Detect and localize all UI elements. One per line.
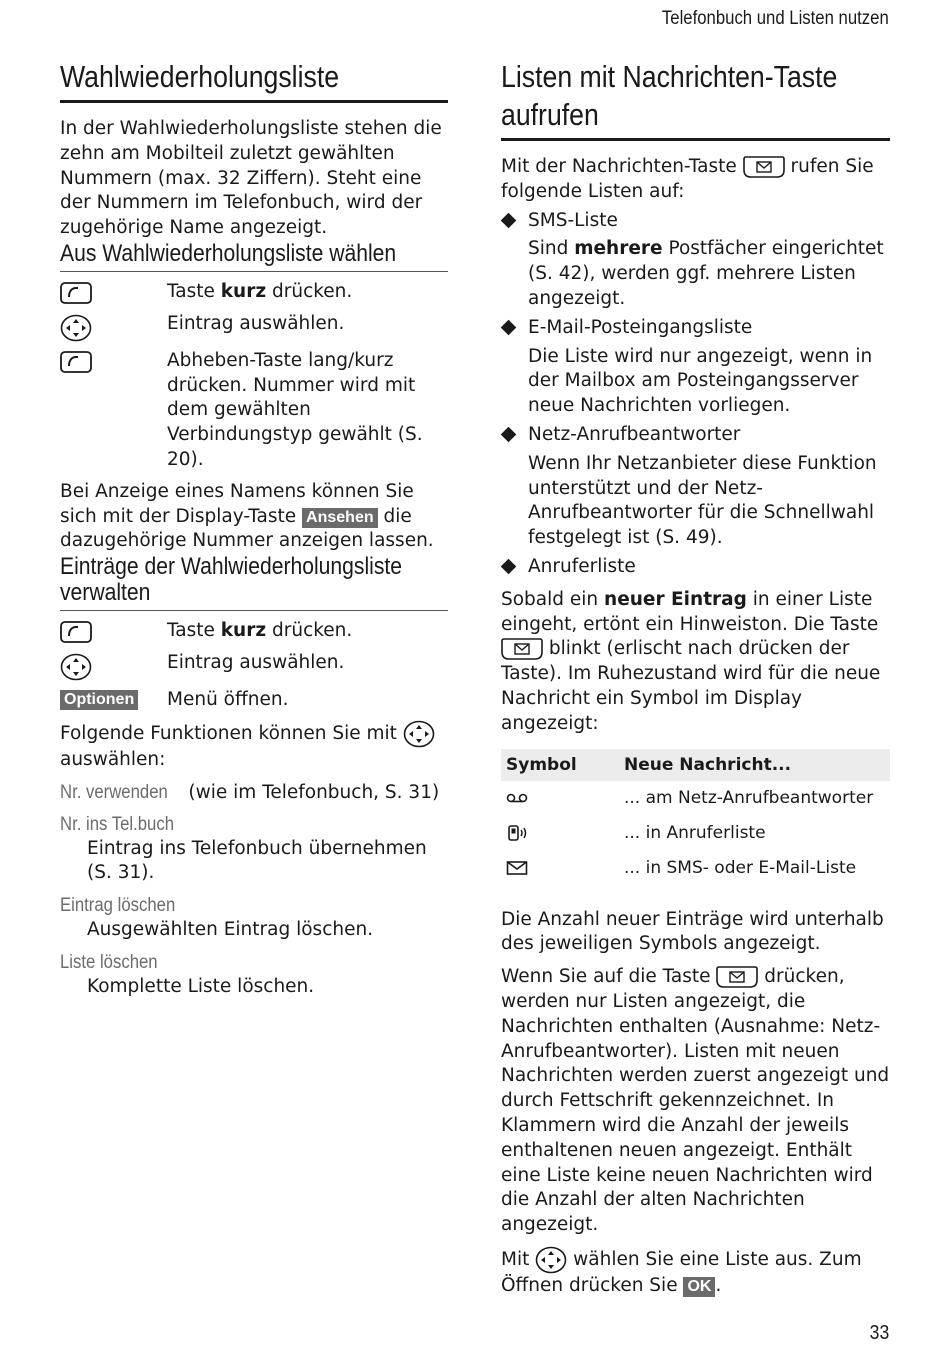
table-row: ... am Netz-Anrufbeantworter	[501, 781, 890, 816]
step: Taste kurz drücken.	[60, 619, 448, 644]
menu-item-label: Eintrag löschen	[60, 895, 176, 917]
message-key-icon	[716, 966, 758, 988]
talk-key-icon	[60, 621, 92, 643]
talk-key-icon	[60, 351, 92, 373]
function-item: Nr. verwenden (wie im Telefonbuch, S. 31)	[60, 781, 440, 803]
select-list-paragraph: Mit wählen Sie eine Liste aus. Zum Öffnen drücken Sie OK .	[501, 1246, 890, 1299]
missed-call-icon	[506, 824, 530, 842]
function-item: Liste löschen Komplette Liste löschen.	[60, 951, 315, 997]
page-number: 33	[869, 1322, 889, 1344]
right-column	[501, 58, 890, 1299]
list-item: Anruferliste	[501, 555, 890, 580]
message-key-intro: Mit der Nachrichten-Taste rufen Sie folgende Listen auf:	[501, 156, 874, 202]
manage-steps	[60, 619, 448, 713]
running-header: Telefonbuch und Listen nutzen	[662, 8, 889, 29]
new-entry-paragraph: Sobald ein neuer Eintrag in einer Liste eingeht, ertönt ein Hinweiston. Die Taste blinkt (erlischt nach drücken der Taste). Im Ruhezustand wird für die neue Nachricht ein Symbol im Display angezeigt:	[501, 588, 881, 734]
menu-item-label: Nr. verwenden	[60, 781, 168, 803]
functions-intro: Folgende Funktionen können Sie mit auswählen:	[60, 720, 448, 773]
column-header: Symbol	[501, 749, 619, 781]
control-key-icon	[535, 1246, 567, 1274]
talk-key-icon	[60, 282, 92, 304]
list-item: E-Mail-Posteingangsliste Die Liste wird nur angezeigt, wenn in der Mailbox am Posteingangsserver neue Nachrichten vorliegen.	[501, 316, 890, 419]
step: Eintrag auswählen.	[60, 312, 448, 342]
bullet-icon	[501, 212, 517, 228]
press-key-paragraph: Wenn Sie auf die Taste drücken, werden nur Listen angezeigt, die Nachrichten enthalten (Ausnahme: Netz-Anrufbeantworter). Listen mit neuen Nachrichten werden zuerst angezeigt und durch Fettschrift gekennzeichnet. In Klammern wird die Anzahl der jeweils enthaltenen neuen angezeigt. Enthält eine Liste keine neuen Nachrichten wird die Anzahl der alten Nachrichten angezeigt.	[501, 966, 890, 1236]
message-key-icon	[501, 638, 543, 660]
dial-steps	[60, 280, 448, 473]
symbol-table	[501, 749, 890, 886]
section-title-message-key: Listen mit Nachrichten-Taste aufrufen	[501, 58, 890, 141]
envelope-icon	[506, 860, 528, 876]
bullet-icon	[501, 427, 517, 443]
section-title-redial-list: Wahlwiederholungsliste	[60, 58, 448, 103]
table-row: ... in SMS- oder E-Mail-Liste	[501, 851, 890, 886]
step: Taste kurz drücken.	[60, 280, 448, 305]
menu-item-label: Liste löschen	[60, 951, 158, 973]
softkey-ansehen: Ansehen	[302, 508, 378, 528]
subsection-title-dial-from-list: Aus Wahlwiederholungsliste wählen	[60, 241, 448, 272]
bullet-icon	[501, 320, 517, 336]
redial-intro: In der Wahlwiederholungsliste stehen die zehn am Mobilteil zuletzt gewählten Nummern (max. 32 Ziffern). Steht eine der Nummern im Telefonbuch, wird der zugehörige Name angezeigt.	[60, 118, 442, 239]
step: Abheben-Taste lang/kurz drücken. Nummer wird mit dem gewählten Verbindungstyp gewählt (S. 20).	[60, 349, 448, 473]
control-key-icon	[403, 720, 435, 748]
list-item: Netz-Anrufbeantworter Wenn Ihr Netzanbieter diese Funktion unterstützt und der Netz-Anrufbeantworter für die Schnellwahl festgelegt ist (S. 49).	[501, 423, 890, 551]
message-key-icon	[743, 156, 785, 178]
step: Eintrag auswählen.	[60, 651, 448, 681]
table-row: ... in Anruferliste	[501, 816, 890, 851]
voicemail-icon	[506, 791, 528, 805]
function-item: Eintrag löschen Ausgewählten Eintrag löschen.	[60, 895, 374, 941]
table-header-row	[501, 749, 890, 781]
softkey-ok: OK	[683, 1277, 715, 1297]
display-key-note: Bei Anzeige eines Namens können Sie sich mit der Display-Taste Ansehen die dazugehörige Nummer anzeigen lassen.	[60, 480, 434, 552]
step: Optionen Menü öffnen.	[60, 688, 448, 713]
left-column	[60, 58, 448, 1000]
bullet-icon	[501, 559, 517, 575]
subsection-title-manage-entries: Einträge der Wahlwiederholungsliste verwalten	[60, 554, 448, 611]
function-item: Nr. ins Tel.buch Eintrag ins Telefonbuch übernehmen (S. 31).	[60, 813, 427, 884]
control-key-icon	[60, 653, 92, 681]
list-item: SMS-Liste Sind mehrere Postfächer eingerichtet (S. 42), werden ggf. mehrere Listen angezeigt.	[501, 209, 890, 312]
softkey-optionen: Optionen	[60, 690, 138, 710]
menu-item-label: Nr. ins Tel.buch	[60, 813, 175, 835]
count-paragraph: Die Anzahl neuer Einträge wird unterhalb des jeweiligen Symbols angezeigt.	[501, 908, 884, 955]
control-key-icon	[60, 314, 92, 342]
column-header: Neue Nachricht...	[619, 749, 890, 781]
